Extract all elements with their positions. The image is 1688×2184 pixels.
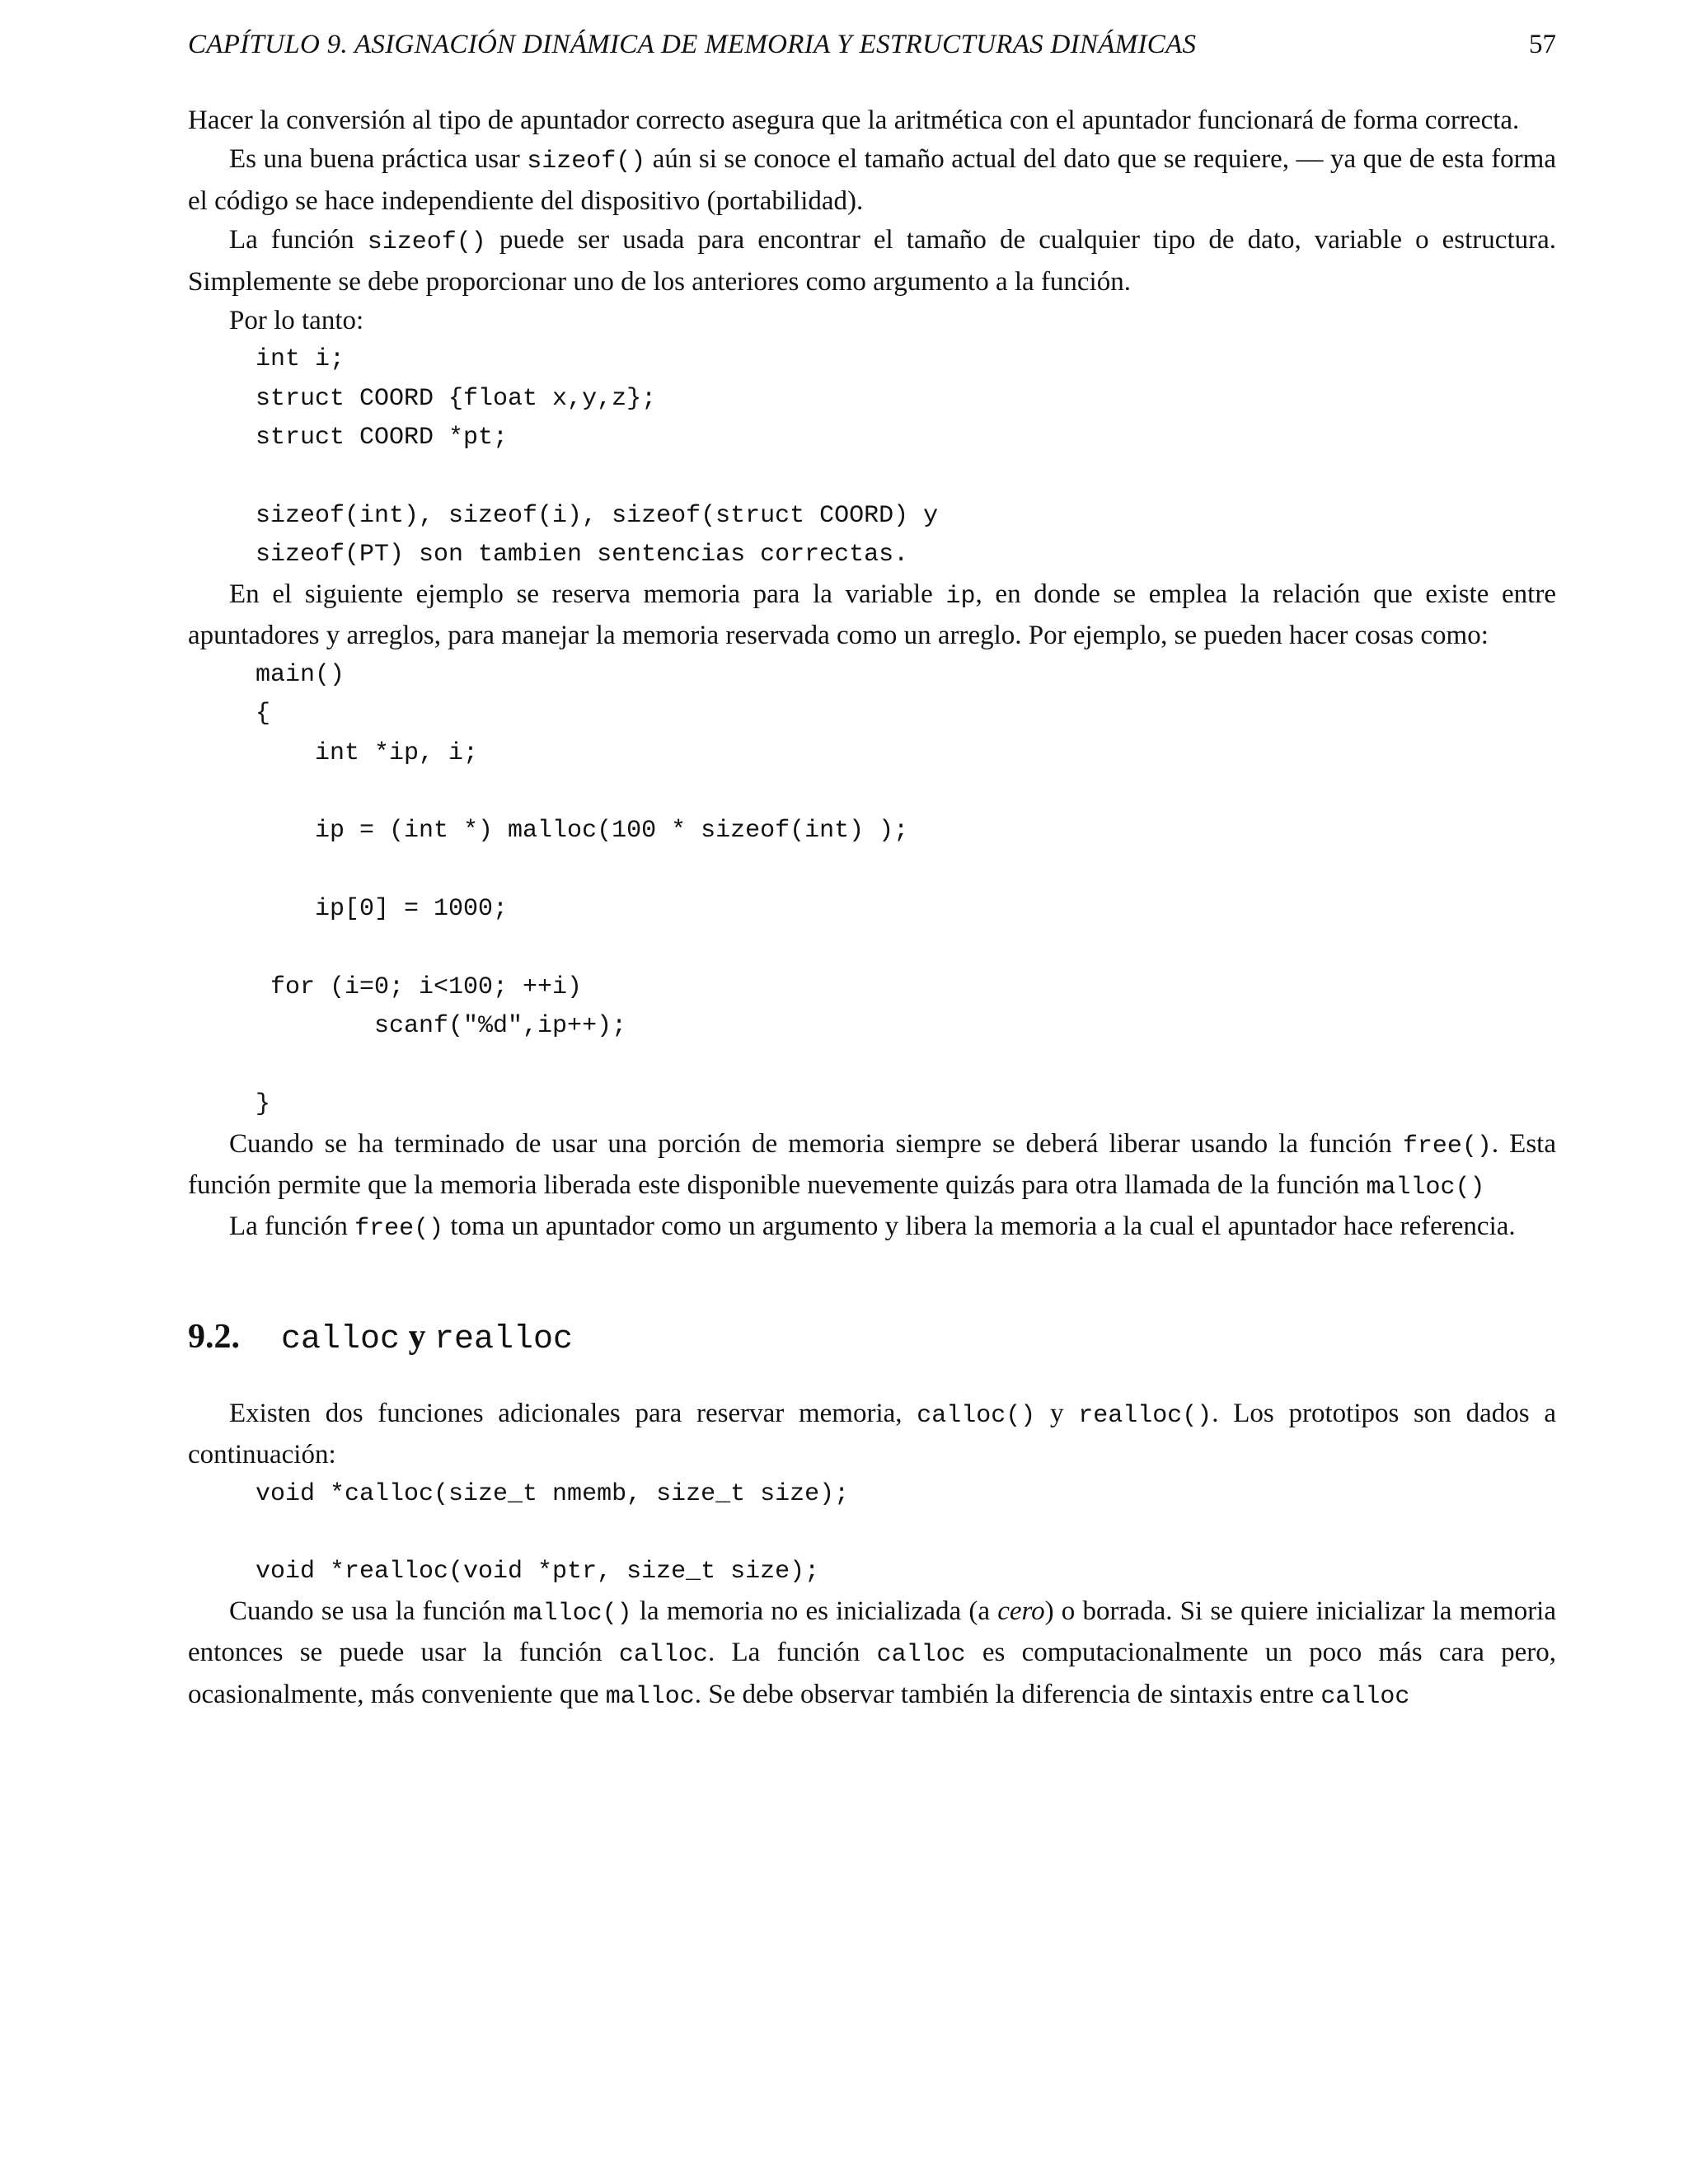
section-title-text: y [400,1317,435,1356]
paragraph-malloc-example [188,575,1556,656]
inline-code: ip [945,582,976,611]
inline-code: free() [354,1215,444,1244]
text-run: . La función [707,1638,877,1668]
text-run: . Los prototipos son dados a continuación: [188,1398,1556,1470]
inline-code: malloc [605,1682,695,1711]
paragraph-therefore [188,302,1556,340]
running-header [188,26,1556,63]
paragraph-calloc-init [188,1592,1556,1717]
inline-code: sizeof() [367,228,486,257]
text-run: y [1035,1398,1079,1428]
paragraph-free-function [188,1207,1556,1249]
code-block-sizeof: int i; struct COORD {float x,y,z}; struct COORD *pt; sizeof(int), sizeof(i), sizeof(struct COORD) y sizeof(PT) son tambien sentencias correctas. [256,345,939,569]
text-run: . Se debe observar también la diferencia de sintaxis entre [694,1679,1321,1709]
text-run: ) o borrada. Si se quiere inicializar la memoria entonces se puede usar la función [188,1596,1556,1668]
text-run: Cuando se ha terminado de usar una porción de memoria siempre se deberá liberar usando la función [229,1128,1403,1159]
inline-code: free() [1402,1132,1492,1160]
paragraph-calloc-realloc [188,1394,1556,1475]
paragraph-free-release [188,1125,1556,1208]
text-run: puede ser usada para encontrar el tamaño de cualquier tipo de dato, variable o estructura. Simplemente se debe proporcionar uno de los anteriores como argumento a la función. [188,225,1556,297]
text-run: , en donde se emplea la relación que existe entre apuntadores y arreglos, para manejar la memoria reservada como un arreglo. Por ejemplo, se pueden hacer cosas como: [188,579,1556,651]
body-text [188,101,1556,1717]
section-heading [188,1314,1556,1363]
inline-code: calloc [876,1641,966,1670]
section-title-code: realloc [434,1320,574,1358]
inline-code: realloc() [1078,1401,1212,1430]
code-block-prototypes: void *calloc(size_t nmemb, size_t size); void *realloc(void *ptr, size_t size); [256,1479,850,1586]
text-run: Hacer la conversión al tipo de apuntador correcto asegura que la aritmética con el apuntador funcionará de forma correcta. [188,105,1520,135]
inline-code: malloc() [1366,1173,1485,1202]
paragraph-sizeof-practice [188,140,1556,221]
inline-code: malloc() [513,1599,632,1628]
code-block-main: main() { int *ip, i; ip = (int *) malloc(100 * sizeof(int) ); ip[0] = 1000; for (i=0; i<100; ++i) scanf("%d",ip++); } [256,660,909,1119]
text-run: es computacionalmente un poco más cara pero, ocasionalmente, más conveniente que [188,1638,1556,1709]
text-run: La función [229,225,368,255]
text-run: aún si se conoce el tamaño actual del dato que se requiere, — ya que de esta forma el código se hace independiente del dispositivo (portabilidad). [188,144,1556,216]
text-run: Por lo tanto: [229,306,364,336]
inline-code: calloc [618,1641,708,1670]
text-run: Es una buena práctica usar [229,144,528,175]
section-number: 9.2. [188,1317,240,1356]
text-run: Existen dos funciones adicionales para reservar memoria, [229,1398,917,1428]
chapter-title: CAPÍTULO 9. ASIGNACIÓN DINÁMICA DE MEMORIA Y ESTRUCTURAS DINÁMICAS [188,30,1197,59]
text-run: En el siguiente ejemplo se reserva memoria para la variable [229,579,946,609]
text-run: La función [229,1212,355,1242]
text-run: la memoria no es inicializada (a [631,1596,998,1626]
inline-code: sizeof() [527,148,646,176]
emphasis: cero [997,1596,1045,1626]
text-run: Cuando se usa la función [229,1596,513,1626]
text-run: . Esta función permite que la memoria liberada este disponible nuevemente quizás para otra llamada de la función [188,1128,1556,1200]
text-run: toma un apuntador como un argumento y libera la memoria a la cual el apuntador hace referencia. [443,1212,1516,1242]
inline-code: calloc() [917,1401,1036,1430]
paragraph-conversion [188,101,1556,140]
section-title-code: calloc [281,1320,401,1358]
inline-code: calloc [1320,1682,1410,1711]
page-number: 57 [1529,30,1556,59]
paragraph-sizeof-function [188,221,1556,302]
